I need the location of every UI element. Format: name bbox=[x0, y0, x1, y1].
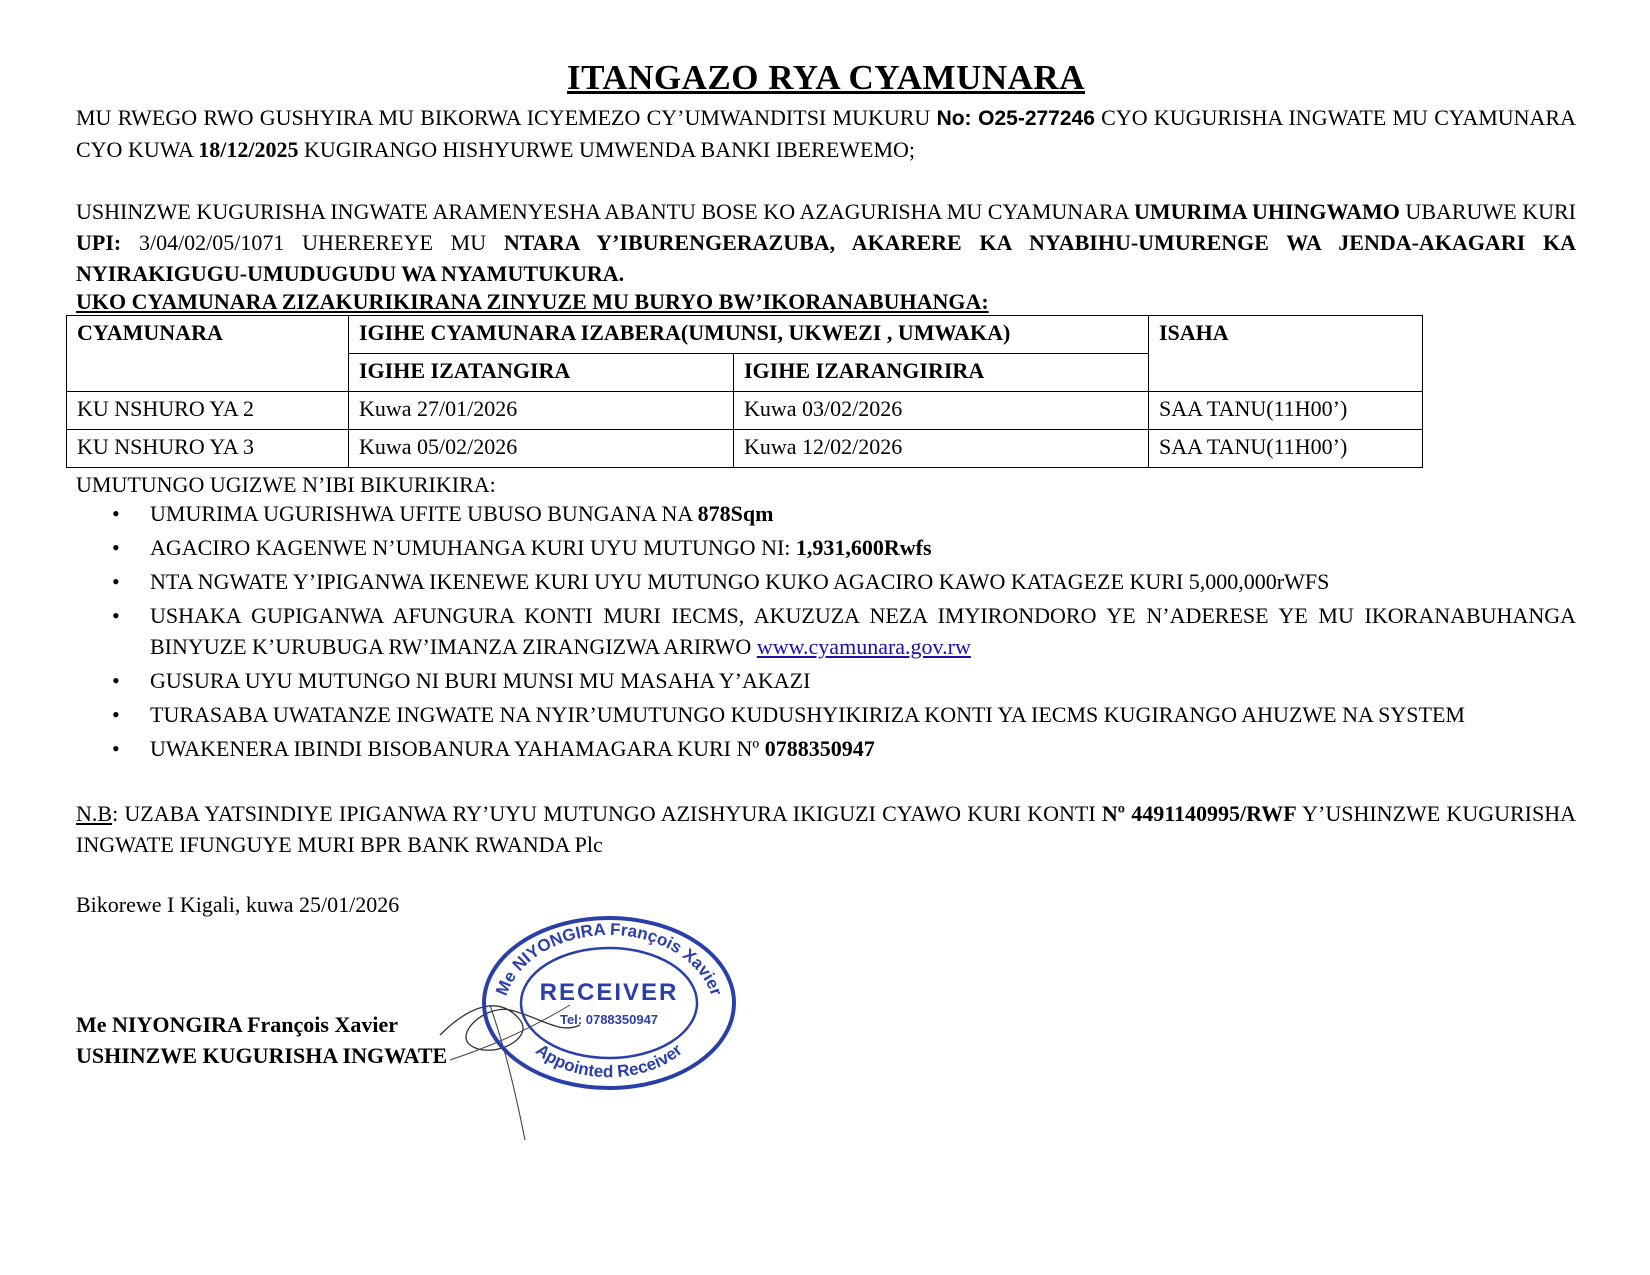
row-end: Kuwa 03/02/2026 bbox=[734, 392, 1149, 430]
nb-text-2: Y’USHINZWE KUGURISHA INGWATE IFUNGUYE MURI BPR BANK RWANDA Plc bbox=[76, 801, 1576, 857]
header-end: IGIHE IZARANGIRIRA bbox=[734, 354, 1149, 392]
row-auction: KU NSHURO YA 2 bbox=[67, 392, 349, 430]
item-text: UWAKENERA IBINDI BISOBANURA YAHAMAGARA KURI Nº bbox=[150, 736, 765, 761]
intro-text-3: KUGIRANGO HISHYURWE UMWENDA BANKI IBEREWEMO; bbox=[298, 137, 916, 162]
item-text: USHAKA GUPIGANWA AFUNGURA KONTI MURI IECMS, AKUZUZA NEZA IMYIRONDORO YE N’ADERESE YE MU IKORANABUHANGA BINYUZE K’URUBUGA RW’IMANZA ZIRANGIZWA ARIRWO bbox=[150, 603, 1576, 659]
notice-paragraph bbox=[76, 196, 1576, 289]
notice-text-1: USHINZWE KUGURISHA INGWATE ARAMENYESHA ABANTU BOSE KO AZAGURISHA MU CYAMUNARA bbox=[76, 199, 1134, 224]
bullet-icon: • bbox=[112, 569, 120, 594]
notice-text-3: UHEREREYE MU bbox=[284, 230, 504, 255]
account-number: Nº 4491140995/RWF bbox=[1101, 801, 1297, 826]
nb-text-1: : UZABA YATSINDIYE IPIGANWA RY’UYU MUTUNGO AZISHYURA IKIGUZI CYAWO KURI KONTI bbox=[112, 801, 1102, 826]
stamp-outer-bottom-text: Appointed Receiver bbox=[532, 1040, 686, 1082]
decision-date: 18/12/2025 bbox=[198, 137, 299, 162]
property-type: UMURIMA UHINGWAMO bbox=[1133, 199, 1400, 224]
row-end: Kuwa 12/02/2026 bbox=[734, 430, 1149, 468]
decision-number-label: No: bbox=[936, 107, 979, 130]
schedule-heading: UKO CYAMUNARA ZIZAKURIKIRANA ZINYUZE MU BURYO BW’IKORANABUHANGA: bbox=[76, 289, 989, 314]
intro-text-1: MU RWEGO RWO GUSHYIRA MU BIKORWA ICYEMEZO CY’UMWANDITSI MUKURU bbox=[76, 105, 937, 130]
list-item bbox=[76, 699, 1576, 730]
intro-text-2: CYO KUGURISHA INGWATE MU CYAMUNARA CYO KUWA bbox=[76, 105, 1576, 162]
list-item bbox=[76, 600, 1576, 662]
row-time: SAA TANU(11H00’) bbox=[1149, 392, 1423, 430]
page-title: ITANGAZO RYA CYAMUNARA bbox=[567, 58, 1085, 97]
valuation-amount: 1,931,600Rwfs bbox=[795, 535, 932, 560]
nb-paragraph bbox=[76, 798, 1576, 860]
item-text: GUSURA UYU MUTUNGO NI BURI MUNSI MU MASAHA Y’AKAZI bbox=[150, 668, 811, 693]
header-start: IGIHE IZATANGIRA bbox=[349, 354, 734, 392]
stamp-phone-text: Tel: 0788350947 bbox=[559, 1012, 659, 1027]
place-and-date: Bikorewe I Kigali, kuwa 25/01/2026 bbox=[76, 892, 400, 917]
signer-role: USHINZWE KUGURISHA INGWATE bbox=[76, 1043, 448, 1068]
upi-label: UPI: bbox=[76, 230, 122, 255]
notice-text-2: UBARUWE KURI bbox=[1399, 199, 1576, 224]
nb-label: N.B bbox=[76, 801, 113, 826]
row-start: Kuwa 05/02/2026 bbox=[349, 430, 734, 468]
row-auction: KU NSHURO YA 3 bbox=[67, 430, 349, 468]
bullet-icon: • bbox=[112, 668, 120, 693]
intro-paragraph bbox=[76, 102, 1576, 165]
contact-phone: 0788350947 bbox=[764, 736, 875, 761]
list-item bbox=[76, 665, 1576, 696]
list-item bbox=[76, 532, 1576, 563]
land-area: 878Sqm bbox=[697, 501, 774, 526]
property-details-list bbox=[76, 498, 1576, 764]
stamp-outer-top-text: Me NIYONGIRA François Xavier bbox=[492, 919, 726, 999]
table-header-row bbox=[67, 316, 1423, 354]
table-row bbox=[67, 392, 1423, 430]
item-text: UMURIMA UGURISHWA UFITE UBUSO BUNGANA NA bbox=[150, 501, 698, 526]
table-row bbox=[67, 430, 1423, 468]
auction-schedule-table bbox=[66, 315, 1423, 468]
receiver-stamp bbox=[474, 908, 744, 1098]
row-time: SAA TANU(11H00’) bbox=[1149, 430, 1423, 468]
cyamunara-link[interactable]: www.cyamunara.gov.rw bbox=[756, 634, 971, 659]
header-time: ISAHA bbox=[1149, 316, 1423, 392]
list-item bbox=[76, 498, 1576, 529]
header-auction: CYAMUNARA bbox=[67, 316, 349, 392]
header-period: IGIHE CYAMUNARA IZABERA(UMUNSI, UKWEZI , UMWAKA) bbox=[349, 316, 1149, 354]
bullet-icon: • bbox=[112, 535, 120, 560]
row-start: Kuwa 27/01/2026 bbox=[349, 392, 734, 430]
bullet-icon: • bbox=[112, 501, 120, 526]
list-item bbox=[76, 566, 1576, 597]
signer-name: Me NIYONGIRA François Xavier bbox=[76, 1012, 399, 1037]
bullet-icon: • bbox=[112, 736, 120, 761]
bullet-icon: • bbox=[112, 702, 120, 727]
bullet-icon: • bbox=[112, 603, 120, 628]
item-text: TURASABA UWATANZE INGWATE NA NYIR’UMUTUNGO KUDUSHYIKIRIZA KONTI YA IECMS KUGIRANGO AHUZWE NA SYSTEM bbox=[150, 702, 1465, 727]
stamp-ink bbox=[484, 918, 734, 1088]
item-text: NTA NGWATE Y’IPIGANWA IKENEWE KURI UYU MUTUNGO KUKO AGACIRO KAWO KATAGEZE KURI 5,000,000rWFS bbox=[150, 569, 1330, 594]
decision-number: O25-277246 bbox=[978, 107, 1095, 130]
list-item bbox=[76, 733, 1576, 764]
item-text: AGACIRO KAGENWE N’UMUHANGA KURI UYU MUTUNGO NI: bbox=[150, 535, 796, 560]
stamp-center-text: RECEIVER bbox=[539, 979, 679, 1006]
property-list-lead: UMUTUNGO UGIZWE N’IBI BIKURIKIRA: bbox=[76, 472, 496, 497]
property-location: NTARA Y’IBURENGERAZUBA, AKARERE KA NYABIHU-UMURENGE WA JENDA-AKAGARI KA NYIRAKIGUGU-UMUDUGUDU WA NYAMUTUKURA. bbox=[76, 230, 1577, 286]
upi-value: 3/04/02/05/1071 bbox=[121, 230, 285, 255]
notice-page bbox=[76, 58, 1576, 1071]
